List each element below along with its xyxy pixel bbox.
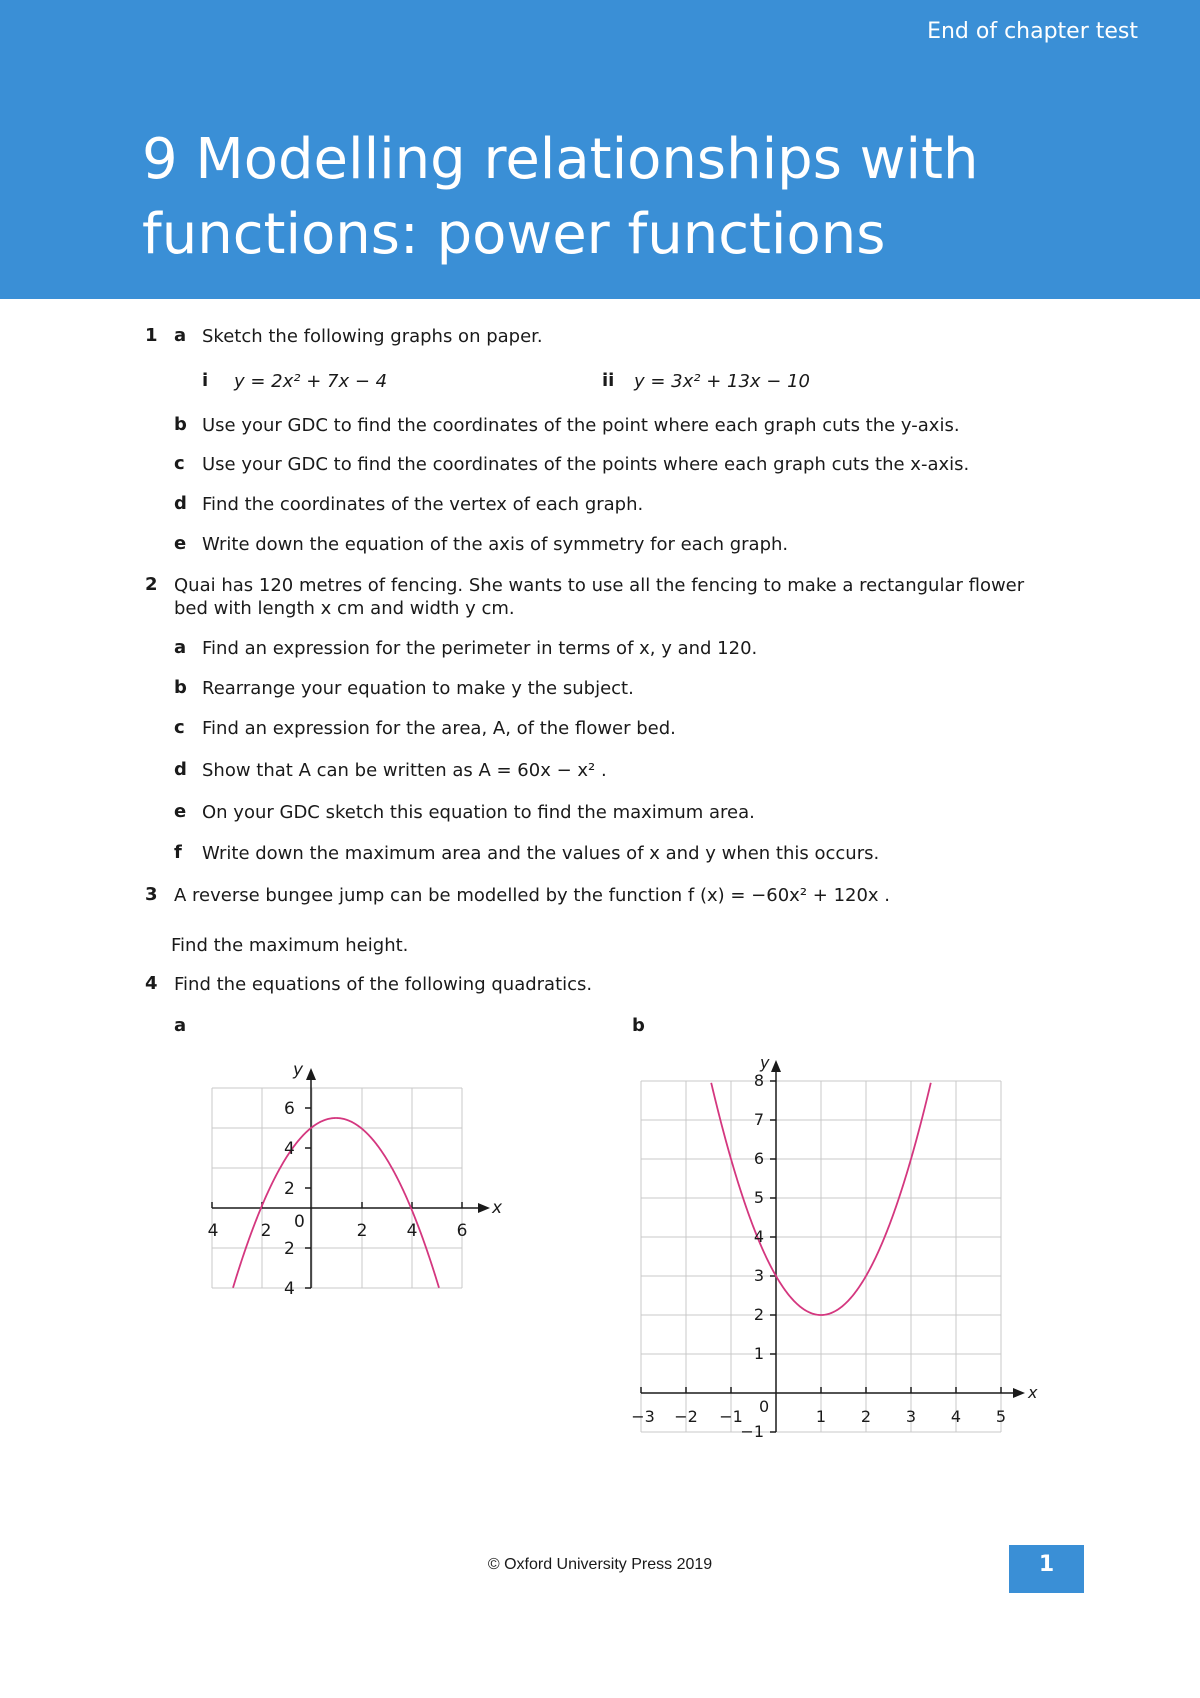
graph-b-x-tick: −2 bbox=[674, 1407, 698, 1426]
graph-b-x-arrow bbox=[1013, 1388, 1025, 1398]
question-number: 1 bbox=[145, 325, 158, 346]
question-number: 4 bbox=[145, 973, 158, 994]
graph-b-grid bbox=[641, 1081, 1001, 1432]
question-text: Find the maximum height. bbox=[171, 935, 409, 956]
part-label: e bbox=[174, 801, 187, 822]
part-label: c bbox=[174, 453, 185, 474]
graph-b-origin: 0 bbox=[759, 1397, 770, 1416]
graph-a bbox=[200, 1050, 520, 1300]
graph-b-y-tick: 6 bbox=[753, 1149, 764, 1168]
question-number: 2 bbox=[145, 574, 158, 595]
part-label: b bbox=[632, 1015, 645, 1036]
graph-a-y-tick: 4 bbox=[284, 1139, 295, 1159]
page-title-line1: 9 Modelling relationships with bbox=[142, 127, 979, 192]
graph-a-origin: 0 bbox=[294, 1212, 305, 1232]
question-text: Use your GDC to find the coordinates of the points where each graph cuts the x-axis. bbox=[202, 454, 970, 475]
copyright: © Oxford University Press 2019 bbox=[487, 1556, 713, 1573]
question-text: Rearrange your equation to make y the subject. bbox=[202, 678, 634, 699]
part-label: a bbox=[174, 637, 187, 658]
graph-a-x-label: x bbox=[492, 1198, 503, 1218]
question-text: Find an expression for the perimeter in terms of x, y and 120. bbox=[202, 638, 758, 659]
graph-a-x-tick: 4 bbox=[406, 1221, 418, 1241]
question-text: bed with length x cm and width y cm. bbox=[174, 598, 515, 619]
graph-a-x-tick: 2 bbox=[260, 1221, 272, 1241]
question-text: A reverse bungee jump can be modelled by the function f (x) = −60x² + 120x . bbox=[174, 885, 891, 906]
graph-b-x-tick: 4 bbox=[950, 1407, 962, 1426]
question-text: Find the equations of the following quadratics. bbox=[174, 974, 593, 995]
graph-a-x-tick: 4 bbox=[207, 1221, 219, 1241]
graph-b-x-tick: 1 bbox=[815, 1407, 827, 1426]
equation: y = 3x² + 13x − 10 bbox=[634, 371, 811, 392]
graph-b bbox=[625, 1050, 1055, 1450]
graph-b-y-tick: 4 bbox=[753, 1227, 764, 1246]
graph-a-ticks bbox=[212, 1108, 462, 1288]
part-label: c bbox=[174, 717, 185, 738]
graph-b-x-tick: −3 bbox=[631, 1407, 655, 1426]
graph-a-y-tick: 2 bbox=[284, 1239, 295, 1259]
graph-b-y-tick: 1 bbox=[753, 1344, 764, 1363]
graph-a-y-label: y bbox=[293, 1060, 304, 1080]
header-tag: End of chapter test bbox=[927, 19, 1138, 44]
subpart-label: ii bbox=[602, 370, 615, 391]
question-text: Show that A can be written as A = 60x − x² . bbox=[202, 760, 607, 781]
question-text: Write down the equation of the axis of symmetry for each graph. bbox=[202, 534, 789, 555]
question-text: On your GDC sketch this equation to find the maximum area. bbox=[202, 802, 755, 823]
graph-b-x-label: x bbox=[1028, 1383, 1038, 1402]
graph-b-y-arrow bbox=[771, 1060, 781, 1072]
part-label: d bbox=[174, 493, 187, 514]
part-label: a bbox=[174, 1015, 187, 1036]
graph-a-y-tick: 4 bbox=[284, 1279, 295, 1299]
header-banner bbox=[0, 0, 1200, 299]
graph-a-x-arrow bbox=[478, 1203, 490, 1213]
equation: y = 2x² + 7x − 4 bbox=[234, 371, 388, 392]
subpart-label: i bbox=[202, 370, 209, 391]
part-label: b bbox=[174, 414, 187, 435]
graph-b-x-tick: −1 bbox=[719, 1407, 743, 1426]
graph-a-curve bbox=[233, 1118, 439, 1288]
part-label: b bbox=[174, 677, 187, 698]
graph-b-x-tick: 3 bbox=[905, 1407, 917, 1426]
graph-a-x-tick: 2 bbox=[356, 1221, 368, 1241]
question-text: Use your GDC to find the coordinates of the point where each graph cuts the y-axis. bbox=[202, 415, 960, 436]
part-label: e bbox=[174, 533, 187, 554]
graph-b-y-tick: 8 bbox=[753, 1071, 764, 1090]
question-text: Write down the maximum area and the values of x and y when this occurs. bbox=[202, 843, 880, 864]
question-text: Quai has 120 metres of fencing. She wants to use all the fencing to make a rectangular flower bbox=[174, 575, 1025, 596]
page-number: 1 bbox=[1009, 1545, 1084, 1593]
page-title bbox=[142, 122, 1162, 272]
page-title-line2: functions: power functions bbox=[142, 202, 886, 267]
graph-b-y-tick: 3 bbox=[753, 1266, 764, 1285]
graph-b-y-tick: 7 bbox=[753, 1110, 764, 1129]
graph-a-y-tick: 6 bbox=[284, 1099, 295, 1119]
graph-b-x-tick: 5 bbox=[995, 1407, 1007, 1426]
question-text: Find an expression for the area, A, of the flower bed. bbox=[202, 718, 676, 739]
question-text: Find the coordinates of the vertex of each graph. bbox=[202, 494, 644, 515]
graph-b-y-label: y bbox=[760, 1053, 770, 1072]
graph-a-x-tick: 6 bbox=[456, 1221, 468, 1241]
graph-b-y-tick: 5 bbox=[753, 1188, 764, 1207]
graph-b-x-tick: 2 bbox=[860, 1407, 872, 1426]
graph-b-y-tick: −1 bbox=[740, 1422, 764, 1441]
graph-b-y-tick: 2 bbox=[753, 1305, 764, 1324]
part-label: f bbox=[174, 842, 182, 863]
graph-a-y-arrow bbox=[306, 1068, 316, 1080]
question-text: Sketch the following graphs on paper. bbox=[202, 326, 543, 347]
question-number: 3 bbox=[145, 884, 158, 905]
part-label: a bbox=[174, 325, 187, 346]
part-label: d bbox=[174, 759, 187, 780]
graph-a-y-tick: 2 bbox=[284, 1179, 295, 1199]
